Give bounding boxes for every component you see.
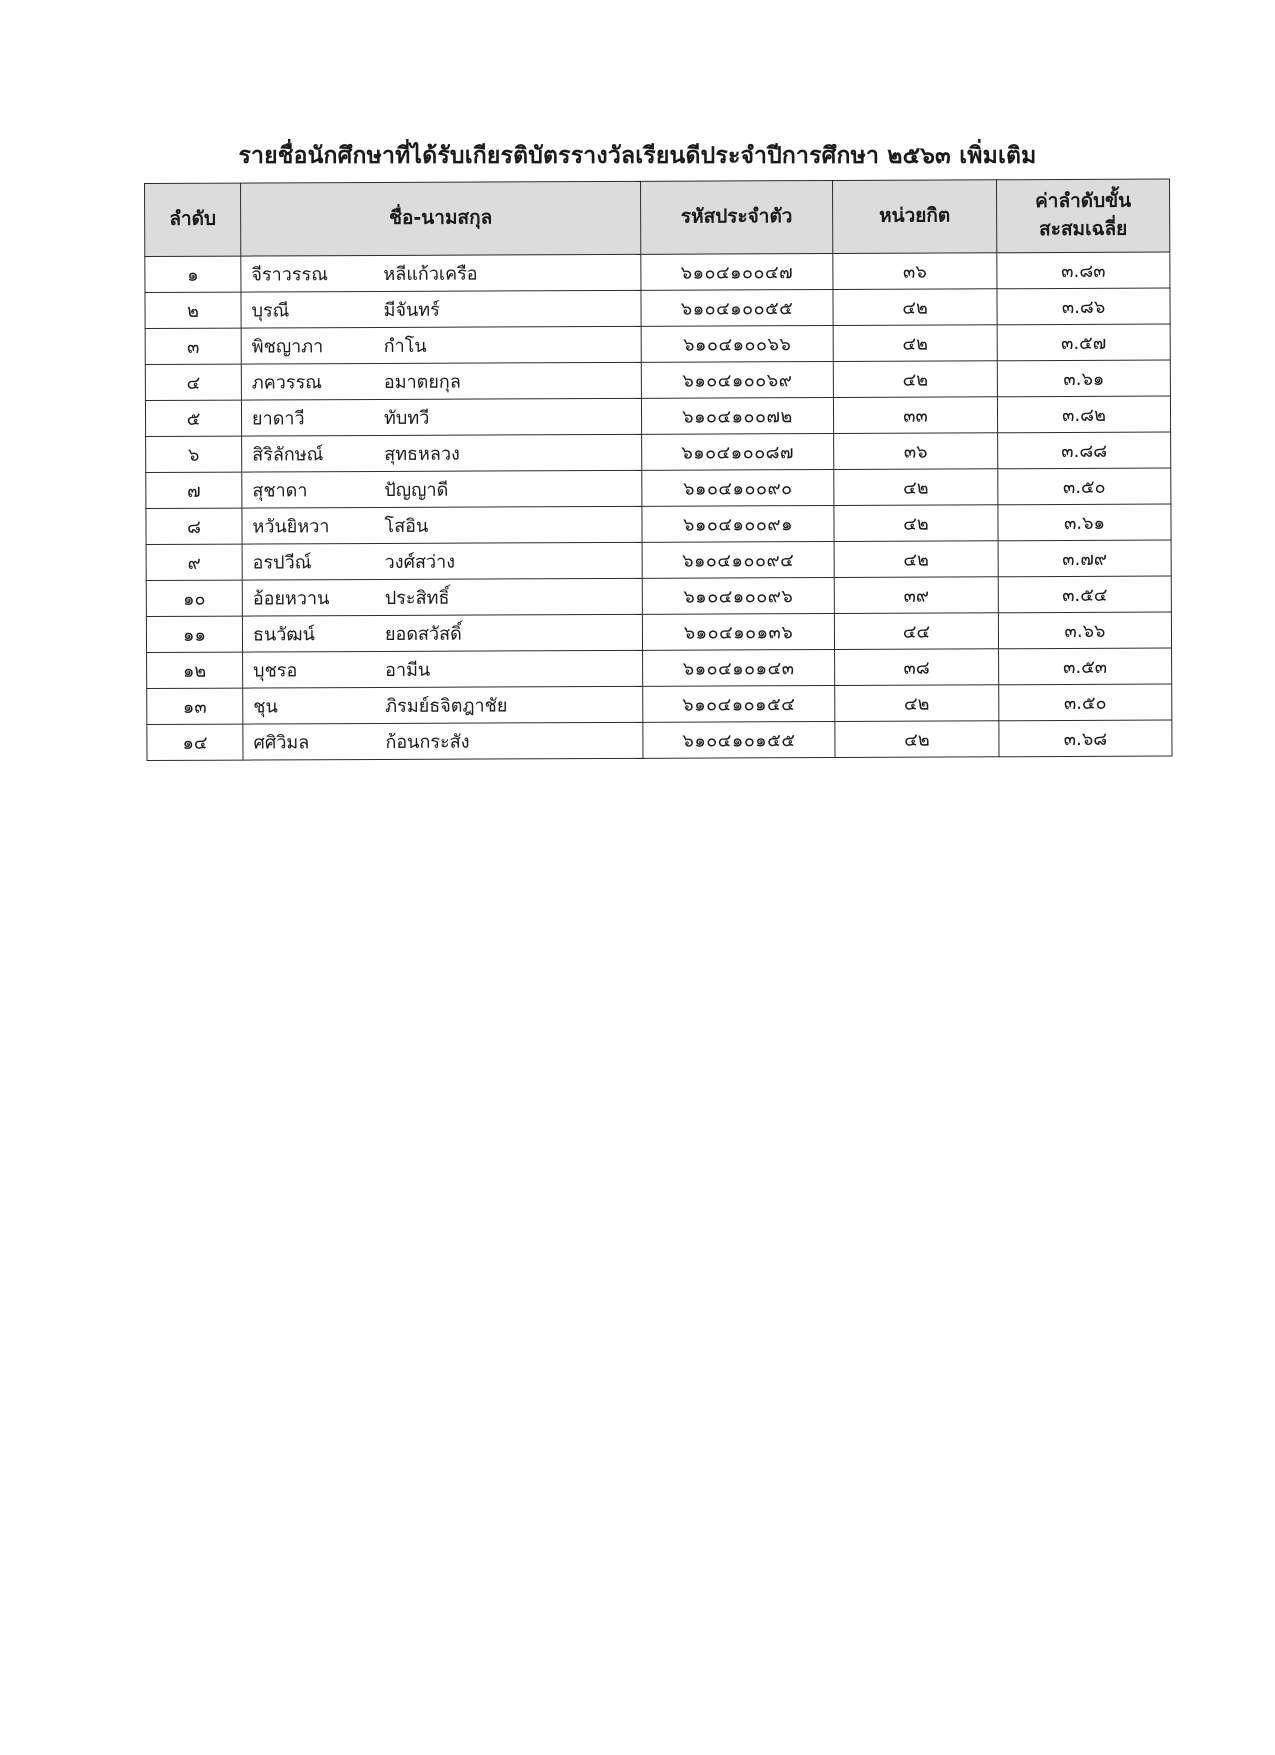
last-name: ก้อนกระสัง xyxy=(385,731,470,753)
header-name: ชื่อ-นามสกุล xyxy=(241,181,641,256)
student-id: ๖๑๐๔๑๐๐๙๔ xyxy=(642,541,834,578)
student-name xyxy=(242,578,642,616)
last-name: ทับทวี xyxy=(383,407,430,429)
student-id: ๖๑๐๔๑๐๐๖๖ xyxy=(641,325,833,362)
student-award-table xyxy=(144,179,1173,761)
header-gpa xyxy=(996,179,1169,253)
row-number: ๗ xyxy=(146,472,242,508)
student-id: ๖๑๐๔๑๐๑๓๖ xyxy=(642,613,834,650)
page-title: รายชื่อนักศึกษาที่ได้รับเกียรติบัตรรางวัลเรียนดีประจำปีการศึกษา ๒๕๖๓ เพิ่มเติม xyxy=(238,143,1037,169)
gpa: ๓.๕๓ xyxy=(999,648,1172,685)
last-name: มีจันทร์ xyxy=(383,299,440,321)
gpa: ๓.๗๙ xyxy=(998,540,1171,577)
student-name xyxy=(242,470,642,508)
credits: ๓๖ xyxy=(833,253,997,290)
credits: ๓๖ xyxy=(834,433,998,470)
header-student-id: รหัสประจำตัว xyxy=(640,180,832,254)
table-body xyxy=(145,252,1172,760)
header-gpa-line2: สะสมเฉลี่ย xyxy=(1039,217,1128,241)
student-id: ๖๑๐๔๑๐๐๙๑ xyxy=(642,505,834,542)
first-name: ชุน xyxy=(253,696,278,718)
table-row xyxy=(146,468,1171,508)
credits: ๓๘ xyxy=(835,649,999,686)
table-row xyxy=(145,288,1170,328)
last-name: ภิรมย์ธจิตฎาชัย xyxy=(385,695,508,717)
table-row xyxy=(147,684,1172,724)
table-row xyxy=(145,396,1170,436)
student-name xyxy=(241,290,641,328)
gpa: ๓.๘๘ xyxy=(998,432,1171,469)
first-name: ภควรรณ xyxy=(251,372,322,394)
header-credits: หน่วยกิต xyxy=(832,180,996,254)
table-row xyxy=(145,252,1170,292)
row-number: ๔ xyxy=(145,364,241,400)
row-number: ๒ xyxy=(145,292,241,328)
credits: ๔๒ xyxy=(834,541,998,578)
table-header-row xyxy=(145,179,1170,256)
last-name: สุทธหลวง xyxy=(384,443,460,465)
last-name: ประสิทธิ์ xyxy=(384,587,450,609)
student-id: ๖๑๐๔๑๐๐๙๐ xyxy=(642,469,834,506)
gpa: ๓.๘๖ xyxy=(997,288,1170,325)
gpa: ๓.๘๒ xyxy=(997,396,1170,433)
first-name: ยาดาวี xyxy=(251,408,305,430)
gpa: ๓.๖๑ xyxy=(998,504,1171,541)
first-name: อ้อยหวาน xyxy=(252,588,330,610)
student-name xyxy=(241,326,641,364)
credits: ๓๙ xyxy=(834,577,998,614)
gpa: ๓.๕๐ xyxy=(998,468,1171,505)
last-name: วงศ์สว่าง xyxy=(384,551,456,573)
table-row xyxy=(146,504,1171,544)
credits: ๔๒ xyxy=(835,721,999,758)
row-number: ๓ xyxy=(145,328,241,364)
table-row xyxy=(146,540,1171,580)
table-row xyxy=(145,324,1170,364)
row-number: ๑๑ xyxy=(146,616,242,652)
table-row xyxy=(147,720,1172,760)
gpa: ๓.๕๐ xyxy=(999,684,1172,721)
last-name: อมาตยกุล xyxy=(383,371,461,393)
last-name: อามีน xyxy=(385,659,431,681)
gpa: ๓.๖๑ xyxy=(997,360,1170,397)
first-name: ศศิวิมล xyxy=(253,732,310,754)
student-name xyxy=(241,254,641,292)
credits: ๔๒ xyxy=(835,685,999,722)
student-id: ๖๑๐๔๑๐๐๖๙ xyxy=(641,361,833,398)
row-number: ๑ xyxy=(145,256,241,292)
row-number: ๑๔ xyxy=(147,724,243,760)
first-name: สุชาดา xyxy=(252,480,308,502)
student-id: ๖๑๐๔๑๐๐๘๗ xyxy=(642,433,834,470)
gpa: ๓.๕๔ xyxy=(998,576,1171,613)
row-number: ๑๒ xyxy=(147,652,243,688)
student-name xyxy=(242,542,642,580)
student-id: ๖๑๐๔๑๐๐๙๖ xyxy=(642,577,834,614)
student-id: ๖๑๐๔๑๐๐๕๕ xyxy=(641,289,833,326)
last-name: หลีแก้วเครือ xyxy=(383,263,478,285)
row-number: ๙ xyxy=(146,544,242,580)
row-number: ๕ xyxy=(145,400,241,436)
table-row xyxy=(146,576,1171,616)
student-name xyxy=(242,614,642,652)
student-id: ๖๑๐๔๑๐๑๔๓ xyxy=(643,649,835,686)
gpa: ๓.๖๖ xyxy=(998,612,1171,649)
credits: ๔๒ xyxy=(833,325,997,362)
row-number: ๑๓ xyxy=(147,688,243,724)
gpa: ๓.๘๓ xyxy=(997,252,1170,289)
first-name: บุรณี xyxy=(251,300,290,322)
first-name: อรปวีณ์ xyxy=(252,552,312,574)
row-number: ๖ xyxy=(146,436,242,472)
gpa: ๓.๕๗ xyxy=(997,324,1170,361)
table-row xyxy=(146,432,1171,472)
student-name xyxy=(243,650,643,688)
credits: ๔๒ xyxy=(834,505,998,542)
table-row xyxy=(145,360,1170,400)
first-name: หวันยิหวา xyxy=(252,516,330,538)
student-name xyxy=(243,686,643,724)
table-row xyxy=(146,612,1171,652)
student-id: ๖๑๐๔๑๐๑๕๔ xyxy=(643,685,835,722)
last-name: ยอดสวัสดิ์ xyxy=(384,623,462,645)
first-name: บุชรอ xyxy=(253,660,298,682)
credits: ๔๒ xyxy=(833,289,997,326)
student-name xyxy=(241,362,641,400)
student-name xyxy=(241,398,641,436)
row-number: ๘ xyxy=(146,508,242,544)
row-number: ๑๐ xyxy=(146,580,242,616)
student-name xyxy=(242,434,642,472)
student-id: ๖๑๐๔๑๐๐๔๗ xyxy=(641,253,833,290)
credits: ๔๒ xyxy=(834,469,998,506)
gpa: ๓.๖๘ xyxy=(999,720,1172,757)
last-name: กำโน xyxy=(383,335,427,357)
first-name: ธนวัฒน์ xyxy=(252,624,315,646)
credits: ๔๒ xyxy=(833,361,997,398)
credits: ๔๔ xyxy=(834,613,998,650)
student-name xyxy=(243,722,643,760)
first-name: จีราวรรณ xyxy=(251,264,328,286)
last-name: ปัญญาดี xyxy=(384,479,449,501)
student-name xyxy=(242,506,642,544)
header-gpa-line1: ค่าลำดับขั้น xyxy=(1034,190,1132,213)
first-name: สิริลักษณ์ xyxy=(252,444,324,466)
header-no: ลำดับ xyxy=(145,183,241,256)
first-name: พิชญาภา xyxy=(251,336,324,358)
student-id: ๖๑๐๔๑๐๑๕๕ xyxy=(643,721,835,758)
credits: ๓๓ xyxy=(833,397,997,434)
last-name: โสอิน xyxy=(384,515,429,537)
student-id: ๖๑๐๔๑๐๐๗๒ xyxy=(641,397,833,434)
table-row xyxy=(147,648,1172,688)
